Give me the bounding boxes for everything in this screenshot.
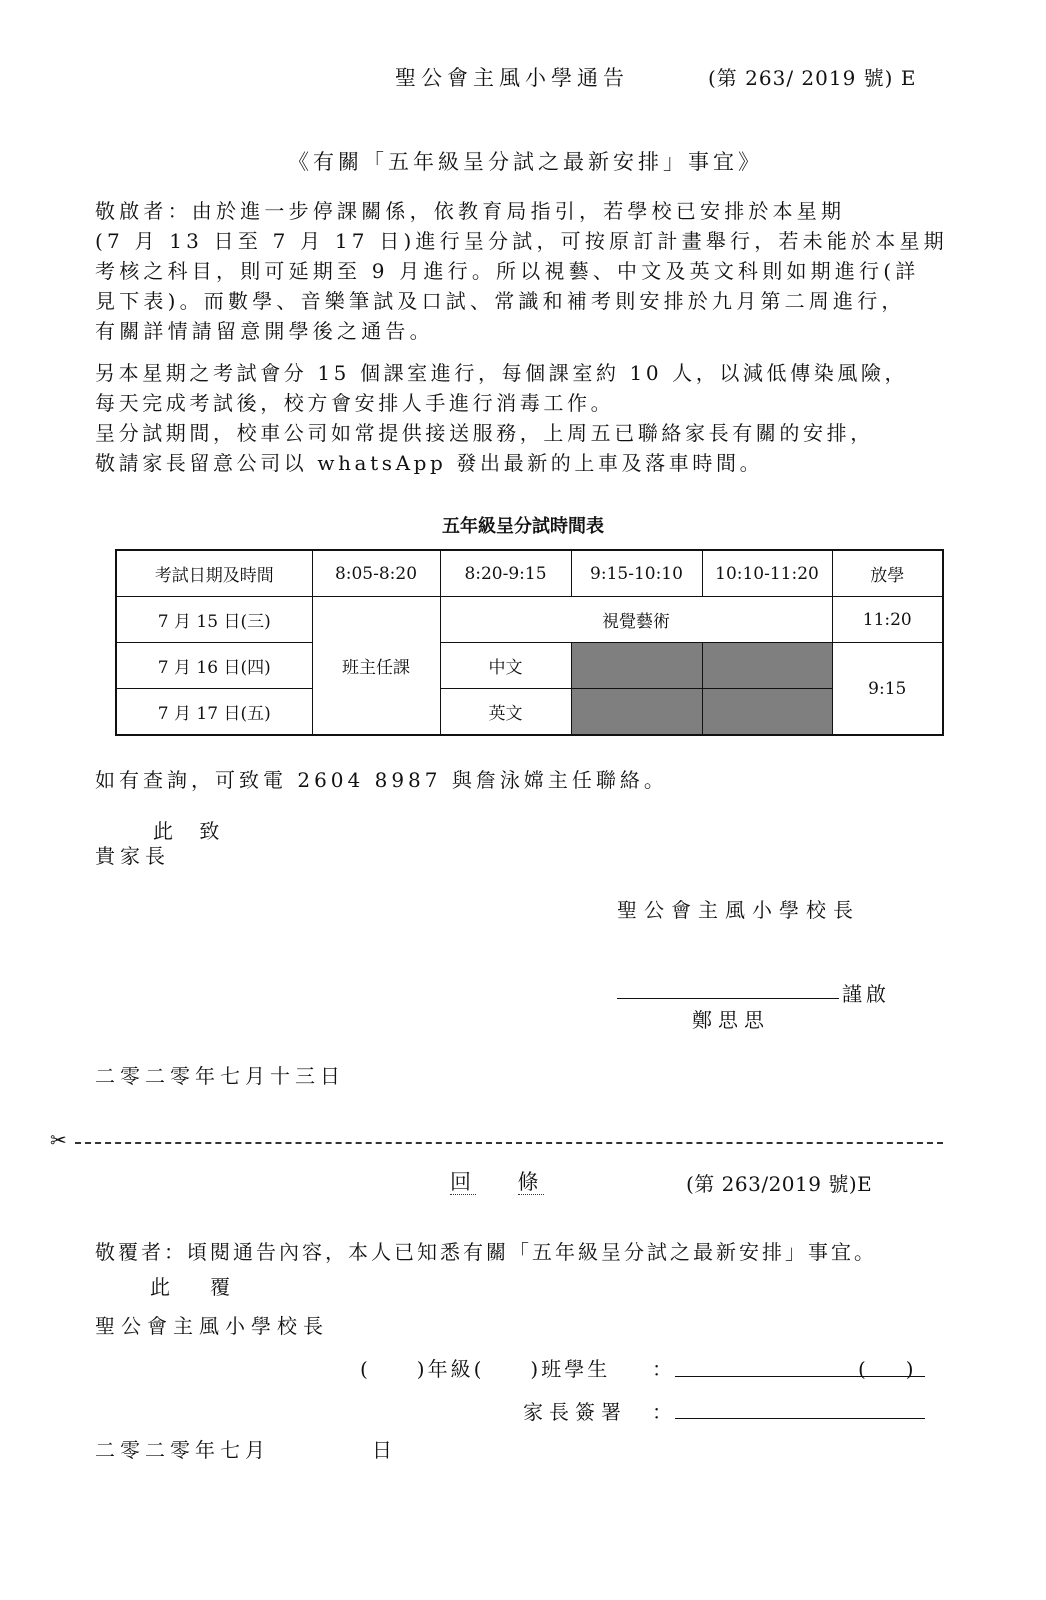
scissors-icon: ✂ (50, 1128, 67, 1152)
header-cell: 9:15-10:10 (571, 550, 702, 597)
reply-date-suffix: 日 (372, 1438, 392, 1462)
notice-date: 二零二零年七月十三日 (95, 1064, 345, 1088)
paragraph-school-bus (95, 418, 945, 478)
dismissal-cell: 9:15 (832, 643, 943, 736)
reply-notice-number: (第 263/2019 號)E (686, 1172, 873, 1196)
student-class-label: ( )年級( )班學生 (360, 1357, 611, 1381)
header-cell: 放學 (832, 550, 943, 597)
paragraph-line: 敬啟者：由於進一步停課關係，依教育局指引，若學校已安排於本星期 (95, 199, 846, 223)
notice-subject: 《有關「五年級呈分試之最新安排」事宜》 (288, 150, 763, 174)
signature-line (617, 998, 839, 999)
principal-name: 鄭思思 (692, 1008, 770, 1032)
empty-shaded-cell (571, 643, 702, 689)
paragraph-line: 敬請家長留意公司以 whatsApp 發出最新的上車及落車時間。 (95, 451, 764, 475)
english-cell: 英文 (440, 689, 571, 736)
table-row (116, 597, 943, 643)
paragraph-line: 見下表)。而數學、音樂筆試及口試、常識和補考則安排於九月第二周進行， (95, 289, 906, 313)
student-colon: ： (652, 1357, 672, 1381)
paragraph-classrooms (95, 358, 945, 418)
date-cell: 7 月 17 日(五) (116, 689, 312, 736)
header-cell: 10:10-11:20 (702, 550, 832, 597)
reply-title-char: 條 (517, 1170, 544, 1194)
chinese-cell: 中文 (440, 643, 571, 689)
empty-shaded-cell (702, 643, 832, 689)
paragraph-line: 呈分試期間，校車公司如常提供接送服務，上周五已聯絡家長有關的安排， (95, 421, 874, 445)
paragraph-line: (7 月 13 日至 7 月 17 日)進行呈分試，可按原訂計畫舉行，若未能於本星期 (95, 229, 948, 253)
recipient: 貴家長 (95, 844, 170, 868)
paragraph-line: 另本星期之考試會分 15 個課室進行，每個課室約 10 人，以減低傳染風險， (95, 361, 909, 385)
empty-shaded-cell (702, 689, 832, 736)
reply-date-prefix: 二零二零年七月 (95, 1438, 270, 1462)
contact-info: 如有查詢，可致電 2604 8987 與詹泳嫦主任聯絡。 (95, 768, 668, 792)
date-cell: 7 月 16 日(四) (116, 643, 312, 689)
dismissal-cell: 11:20 (832, 597, 943, 643)
reply-recipient: 聖公會主風小學校長 (95, 1314, 329, 1338)
parent-signature-label: 家長簽署 (523, 1400, 627, 1424)
reply-text: 敬覆者：頃閱通告內容，本人已知悉有關「五年級呈分試之最新安排」事宜。 (95, 1240, 877, 1264)
exam-timetable (115, 549, 944, 736)
timetable-title: 五年級呈分試時間表 (442, 516, 604, 537)
date-cell: 7 月 15 日(三) (116, 597, 312, 643)
reply-slip-title (450, 1166, 544, 1196)
cifu-char: 此 (150, 1275, 173, 1299)
header-cell: 8:05-8:20 (312, 550, 440, 597)
cut-line (75, 1142, 943, 1144)
notice-number: (第 263/ 2019 號) E (708, 66, 917, 90)
paragraph-arrangement (95, 196, 948, 346)
parent-colon: ： (652, 1400, 672, 1424)
table-row (116, 643, 943, 689)
homeroom-cell: 班主任課 (312, 597, 440, 736)
reply-cifu (150, 1271, 233, 1300)
header-cell: 考試日期及時間 (116, 550, 312, 597)
signoff: 謹啟 (842, 982, 890, 1006)
school-notice-title: 聖公會主風小學通告 (395, 66, 629, 90)
visual-arts-cell: 視覺藝術 (440, 597, 832, 643)
parent-signature-field[interactable] (675, 1418, 925, 1419)
student-number-field[interactable]: ( ) (858, 1357, 914, 1381)
table-row (116, 689, 943, 736)
principal-title: 聖公會主風小學校長 (617, 898, 860, 922)
reply-title-char: 回 (450, 1170, 476, 1194)
salutation-cizhi: 此 致 (153, 819, 230, 843)
table-header-row (116, 550, 943, 597)
cifu-char: 覆 (210, 1275, 233, 1299)
paragraph-line: 考核之科目，則可延期至 9 月進行。所以視藝、中文及英文科則如期進行(詳 (95, 259, 920, 283)
empty-shaded-cell (571, 689, 702, 736)
paragraph-line: 有關詳情請留意開學後之通告。 (95, 319, 434, 343)
paragraph-line: 每天完成考試後，校方會安排人手進行消毒工作。 (95, 391, 615, 415)
header-cell: 8:20-9:15 (440, 550, 571, 597)
